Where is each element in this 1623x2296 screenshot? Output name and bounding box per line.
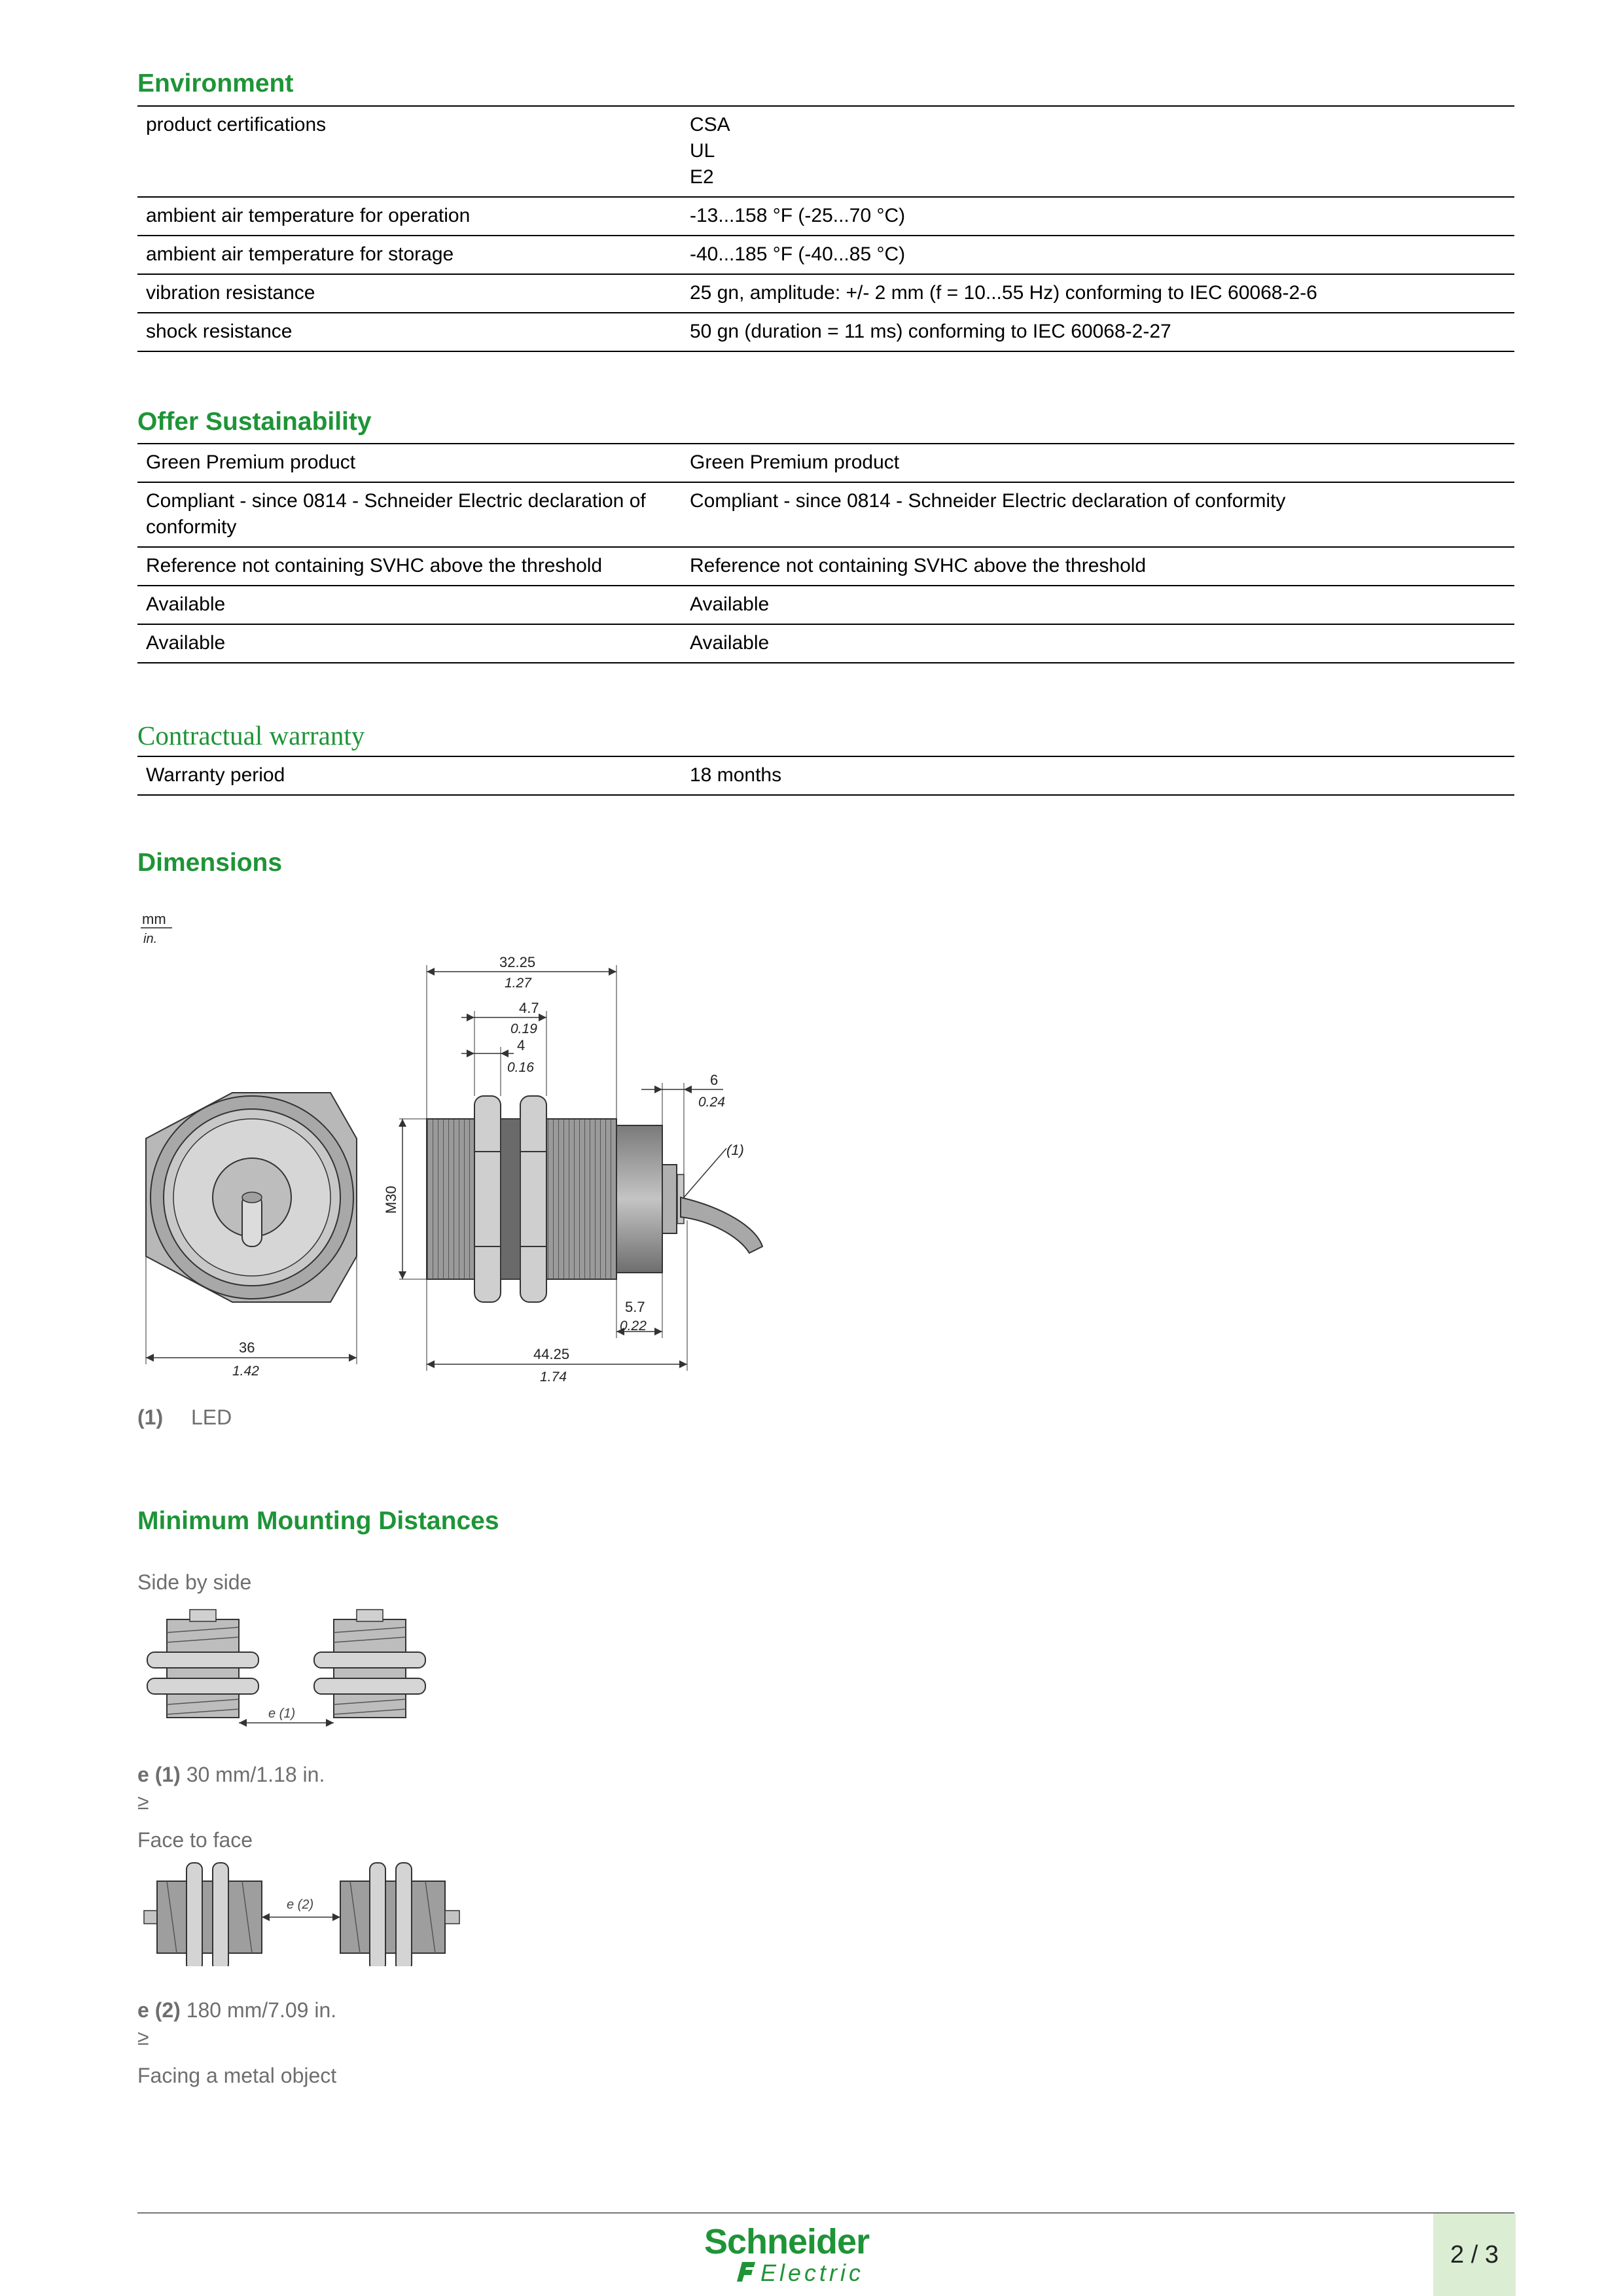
legend-text: LED — [191, 1405, 232, 1429]
sensor-left-face — [144, 1863, 262, 1966]
spec-value: Reference not containing SVHC above the threshold — [681, 547, 1514, 586]
sensor-left — [147, 1610, 259, 1718]
spec-key: Warranty period — [137, 756, 681, 795]
spec-value-line: -13...158 °F (-25...70 °C) — [690, 205, 906, 226]
side-by-side-label: Side by side — [137, 1570, 252, 1594]
spec-key: Reference not containing SVHC above the threshold — [137, 547, 681, 586]
dim-57-mm: 5.7 — [625, 1299, 645, 1315]
spec-value — [681, 197, 1514, 236]
dim-6-in: 0.24 — [698, 1095, 725, 1110]
dim-4425-mm: 44.25 — [533, 1346, 570, 1362]
dimensions-drawing — [134, 906, 789, 1397]
spec-value: Compliant - since 0814 - Schneider Electric declaration of conformity — [681, 482, 1514, 547]
spec-key: Green Premium product — [137, 444, 681, 482]
spec-key: vibration resistance — [137, 274, 681, 313]
table-row — [137, 624, 1514, 663]
e2-ge: ≥ — [137, 2026, 149, 2049]
section-title-dimensions: Dimensions — [137, 849, 283, 877]
environment-table — [137, 105, 1514, 352]
spec-value: Available — [681, 586, 1514, 624]
front-view — [146, 1093, 357, 1379]
table-row — [137, 236, 1514, 274]
spec-key: ambient air temperature for storage — [137, 236, 681, 274]
spec-value-line: CSA — [690, 114, 730, 135]
spec-value-line: UL — [690, 140, 715, 162]
e2-label: e (2) — [137, 1998, 181, 2022]
spec-value-line: -40...185 °F (-40...85 °C) — [690, 243, 906, 265]
spec-value: 18 months — [681, 756, 1514, 795]
dim-3225-in: 1.27 — [505, 976, 531, 991]
e1-ge: ≥ — [137, 1790, 149, 1814]
led-callout: (1) — [726, 1142, 744, 1158]
spec-value-line: E2 — [690, 166, 714, 188]
spec-key: Available — [137, 586, 681, 624]
warranty-table — [137, 756, 1514, 796]
table-row — [137, 313, 1514, 351]
table-row — [137, 197, 1514, 236]
spec-value-line: 50 gn (duration = 11 ms) conforming to IEC 60068-2-27 — [690, 321, 1171, 342]
e2-figure-label: e (2) — [287, 1898, 314, 1912]
table-row — [137, 547, 1514, 586]
logo-mark-icon — [733, 2259, 759, 2283]
dim-47-mm: 4.7 — [519, 1000, 539, 1016]
logo-brand: Schneider — [704, 2222, 870, 2261]
spec-value — [681, 313, 1514, 351]
dim-36-mm: 36 — [239, 1339, 255, 1356]
facing-metal-label: Facing a metal object — [137, 2064, 337, 2087]
logo-sub: Electric — [760, 2259, 865, 2286]
spec-key: ambient air temperature for operation — [137, 197, 681, 236]
spec-key: Compliant - since 0814 - Schneider Electric declaration of conformity — [137, 482, 681, 547]
sensor-right-face — [340, 1863, 459, 1966]
side-view — [383, 954, 762, 1385]
dim-47-in: 0.19 — [510, 1021, 537, 1036]
spec-key: product certifications — [137, 106, 681, 197]
table-row — [137, 482, 1514, 547]
schneider-logo — [700, 2221, 916, 2284]
sustainability-table — [137, 443, 1514, 663]
dimensions-legend — [137, 1405, 232, 1430]
dim-6-mm: 6 — [710, 1072, 719, 1088]
section-title-environment: Environment — [137, 69, 294, 97]
unit-mm-label: mm — [142, 911, 166, 927]
legend-number: (1) — [137, 1405, 164, 1429]
spec-value — [681, 106, 1514, 197]
e2-line — [137, 1998, 336, 2022]
e1-label: e (1) — [137, 1763, 181, 1786]
dim-4-in: 0.16 — [507, 1060, 534, 1075]
dim-3225-mm: 32.25 — [499, 954, 536, 970]
face-to-face-label: Face to face — [137, 1828, 253, 1852]
dim-4425-in: 1.74 — [540, 1369, 567, 1385]
e2-value: 180 mm/7.09 in. — [186, 1998, 337, 2022]
sensor-right — [314, 1610, 425, 1718]
spec-value: Available — [681, 624, 1514, 663]
side-by-side-drawing — [141, 1606, 455, 1737]
face-to-face-drawing — [137, 1855, 504, 1966]
spec-value — [681, 236, 1514, 274]
footer-divider — [137, 2212, 1514, 2214]
spec-value-line: 25 gn, amplitude: +/- 2 mm (f = 10...55 Hz) conforming to IEC 60068-2-6 — [690, 282, 1317, 304]
e1-line — [137, 1763, 325, 1787]
dim-4-mm: 4 — [517, 1037, 526, 1053]
e1-figure-label: e (1) — [268, 1706, 296, 1721]
table-row — [137, 586, 1514, 624]
section-title-sustainability: Offer Sustainability — [137, 408, 372, 436]
dim-thread: M30 — [383, 1186, 399, 1214]
section-title-warranty: Contractual warranty — [137, 720, 365, 751]
spec-value: Green Premium product — [681, 444, 1514, 482]
spec-value — [681, 274, 1514, 313]
spec-key: Available — [137, 624, 681, 663]
page-number: 2 / 3 — [1433, 2214, 1516, 2296]
table-row — [137, 756, 1514, 795]
spec-key: shock resistance — [137, 313, 681, 351]
dim-36-in: 1.42 — [232, 1364, 259, 1379]
table-row — [137, 106, 1514, 197]
unit-in-label: in. — [143, 932, 158, 946]
section-title-mounting: Minimum Mounting Distances — [137, 1507, 499, 1535]
table-row — [137, 274, 1514, 313]
table-row — [137, 444, 1514, 482]
dim-57-in: 0.22 — [620, 1318, 647, 1333]
e1-value: 30 mm/1.18 in. — [186, 1763, 325, 1786]
